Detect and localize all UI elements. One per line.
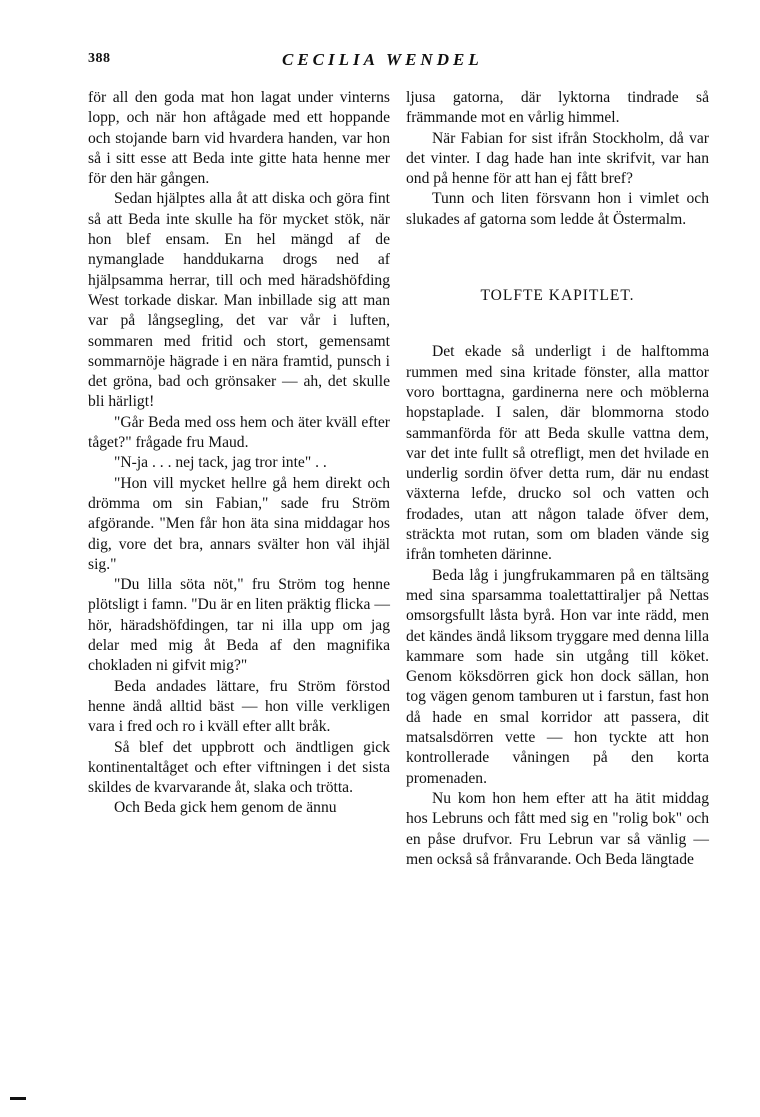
left-paragraph-5: "Hon vill mycket hellre gå hem direkt och drömma om sin Fabian," sade fru Ström afgörande. "Men får hon äta sina middagar hos dig, vore det bra, annars svälter hon väl ihjäl sig." xyxy=(88,474,390,573)
right-paragraph-5: Beda låg i jungfrukammaren på en tältsäng med sina sparsamma toalettattiraljer på Nettas omsorgsfullt låsta byrå. Hon var inte rädd, men det kändes ändå liksom tryggare med denna lilla kammare som hade sin utgång till köket. Genom köksdörren gick hon dock sällan, hon tog vägen genom tamburen ut i farstun, fast hon då hade en smal korridor att passera, dit matsalsdörren vette — hon tyckte att hon kontrollerade våningen på den korta promenaden. xyxy=(406,566,709,787)
left-paragraph-8: Så blef det uppbrott och ändtligen gick kontinentaltåget och efter viftningen i det sista skildes de kvarvarande åt, slaka och trötta. xyxy=(88,738,390,797)
right-paragraph-2: När Fabian for sist ifrån Stockholm, då var det vinter. I dag hade han inte skrifvit, var han ond på henne för att han ej fått bref? xyxy=(406,129,709,188)
right-paragraph-1: ljusa gatorna, där lyktorna tindrade så främmande mot en vårlig himmel. xyxy=(406,89,709,127)
scan-edge-mark xyxy=(10,1097,26,1100)
right-paragraph-4: Det ekade så underligt i de halftomma rummen med sina kritade fönster, alla mattor voro borttagna, gardinerna nere och möblerna hopstaplade. I salen, där blommorna stodo sammanförda för att Beda skulle vattna dem, var det inte fullt så otrefligt, men det hvilade en underlig sordin öfver detta rum, där nu endast växterna lefde, drucko sol och vatten och frodades, utan att någon talade öfver dem, sträckta mot rutan, som om bladen vände sig ifrån tomheten därinne. xyxy=(406,343,709,564)
running-head: CECILIA WENDEL xyxy=(282,50,483,69)
left-paragraph-6: "Du lilla söta nöt," fru Ström tog henne plötsligt i famn. "Du är en liten präktig flicka — hör, häradshöfdingen, tar ni illa upp om jag delar med mig åt Beda af den magnifika chokladen ni gifvit mig?" xyxy=(88,576,390,675)
right-column xyxy=(406,88,709,870)
left-paragraph-3: "Går Beda med oss hem och äter kväll efter tåget?" frågade fru Maud. xyxy=(88,413,390,452)
chapter-heading: TOLFTE KAPITLET. xyxy=(480,287,635,305)
left-paragraph-1: för all den goda mat hon lagat under vinterns lopp, och när hon aftågade med ett hoppande och stojande barn vid hvardera handen, var hon så i sitt esse att Beda inte gitte hata henne mer för den här gången. xyxy=(88,89,390,188)
page-number: 388 xyxy=(88,51,111,66)
left-paragraph-9: Och Beda gick hem genom de ännu xyxy=(114,799,337,817)
left-paragraph-7: Beda andades lättare, fru Ström förstod henne ändå alltid bäst — hon ville verkligen vara i fred och ro i kväll efter allt bråk. xyxy=(88,677,390,736)
left-paragraph-4: "N-ja . . . nej tack, jag tror inte" . . xyxy=(114,454,327,472)
right-paragraph-3: Tunn och liten försvann hon i vimlet och slukades af gatorna som ledde åt Östermalm. xyxy=(406,190,709,228)
right-paragraph-6: Nu kom hon hem efter att ha ätit middag hos Lebruns och fått med sig en "rolig bok" och en påse drufvor. Fru Lebrun var så vänlig — men också så frånvarande. Och Beda längtade xyxy=(406,789,709,868)
left-paragraph-2: Sedan hjälptes alla åt att diska och göra fint så att Beda inte skulle ha för mycket stök, när hon blef ensam. En hel mängd af de nymanglade handdukarna drogs ned af hjälpsamma herrar, till och med häradshöfding West torkade diskar. Man inbillade sig att man var på långsegling, det var vår i luften, sommaren med fritid och stort, gemensamt sommarnöje hägrade i en nära framtid, punsch i det gröna, bad och grönsaker — ah, det skulle bli härligt! xyxy=(88,190,390,411)
left-column xyxy=(88,88,390,819)
